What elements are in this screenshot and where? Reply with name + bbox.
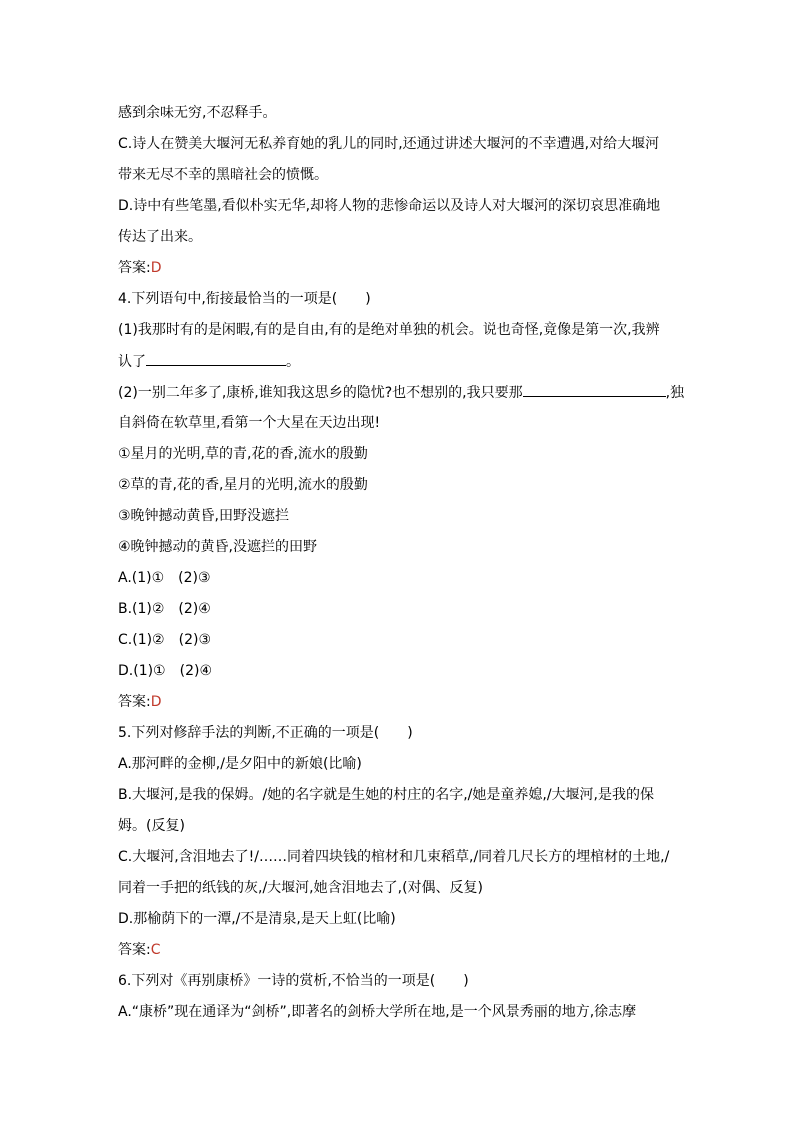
q3-option-c-line1: C.诗人在赞美大堰河无私养育她的乳儿的同时,还通过讲述大堰河的不幸遭遇,对给大堰河	[118, 136, 660, 152]
answer-value: D	[150, 260, 162, 276]
text: (2)一别二年多了,康桥,谁知我这思乡的隐忧?也不想别的,我只要那	[118, 385, 523, 401]
text: 。	[286, 354, 300, 370]
q5-option-d: D.那榆荫下的一潭,/不是清泉,是天上虹(比喻)	[118, 911, 396, 927]
q4-stem: 4.下列语句中,衔接最恰当的一项是( )	[118, 291, 371, 307]
q3-answer	[118, 258, 162, 278]
q4-candidate-4: ④晚钟撼动的黄昏,没遮拦的田野	[118, 539, 318, 555]
q4-candidate-1: ①星月的光明,草的青,花的香,流水的殷勤	[118, 446, 368, 462]
q5-answer	[118, 940, 161, 960]
q4-answer	[118, 692, 162, 712]
q5-option-c-line2: 同着一手把的纸钱的灰,/大堰河,她含泪地去了,(对偶、反复)	[118, 880, 483, 896]
q5-option-b-line2: 姆。(反复)	[118, 818, 185, 834]
q3-option-d-line2: 传达了出来。	[118, 229, 202, 245]
fill-blank	[523, 382, 666, 397]
text: ,独	[665, 385, 685, 401]
q5-option-b-line1: B.大堰河,是我的保姆。/她的名字就是生她的村庄的名字,/她是童养媳,/大堰河,是我的保	[118, 787, 655, 803]
q4-sentence2-line2: 自斜倚在软草里,看第一个大星在天边出现!	[118, 415, 381, 431]
q4-choice-a: A.(1)① (2)③	[118, 570, 211, 586]
q4-choice-b: B.(1)② (2)④	[118, 601, 211, 617]
answer-value: C	[150, 942, 161, 958]
q5-option-c-line1: C.大堰河,含泪地去了!/……同着四块钱的棺材和几束稻草,/同着几尺长方的埋棺材的土地,/	[118, 849, 670, 865]
answer-label: 答案:	[118, 260, 151, 276]
q3-option-c-line2: 带来无尽不幸的黑暗社会的愤慨。	[118, 167, 328, 183]
q4-choice-c: C.(1)② (2)③	[118, 632, 211, 648]
q4-candidate-2: ②草的青,花的香,星月的光明,流水的殷勤	[118, 477, 368, 493]
answer-value: D	[150, 694, 162, 710]
q3-option-b-continuation: 感到余味无穷,不忍释手。	[118, 105, 277, 121]
q4-choice-d: D.(1)① (2)④	[118, 663, 212, 679]
q6-option-a-line1: A.“康桥”现在通译为“剑桥”,即著名的剑桥大学所在地,是一个风景秀丽的地方,徐志摩	[118, 1004, 637, 1020]
q5-stem: 5.下列对修辞手法的判断,不正确的一项是( )	[118, 725, 413, 741]
answer-label: 答案:	[118, 694, 151, 710]
q4-sentence2-line1	[118, 382, 684, 402]
q4-candidate-3: ③晚钟撼动黄昏,田野没遮拦	[118, 508, 290, 524]
answer-label: 答案:	[118, 942, 151, 958]
fill-blank	[146, 351, 286, 366]
q5-option-a: A.那河畔的金柳,/是夕阳中的新娘(比喻)	[118, 756, 362, 772]
text: 认了	[118, 354, 146, 370]
q3-option-d-line1: D.诗中有些笔墨,看似朴实无华,却将人物的悲惨命运以及诗人对大堰河的深切哀思准确地	[118, 198, 661, 214]
q4-sentence1-line1: (1)我那时有的是闲暇,有的是自由,有的是绝对单独的机会。说也奇怪,竟像是第一次,我辨	[118, 322, 660, 338]
q4-sentence1-line2	[118, 351, 300, 371]
q6-stem: 6.下列对《再别康桥》一诗的赏析,不恰当的一项是( )	[118, 973, 469, 989]
